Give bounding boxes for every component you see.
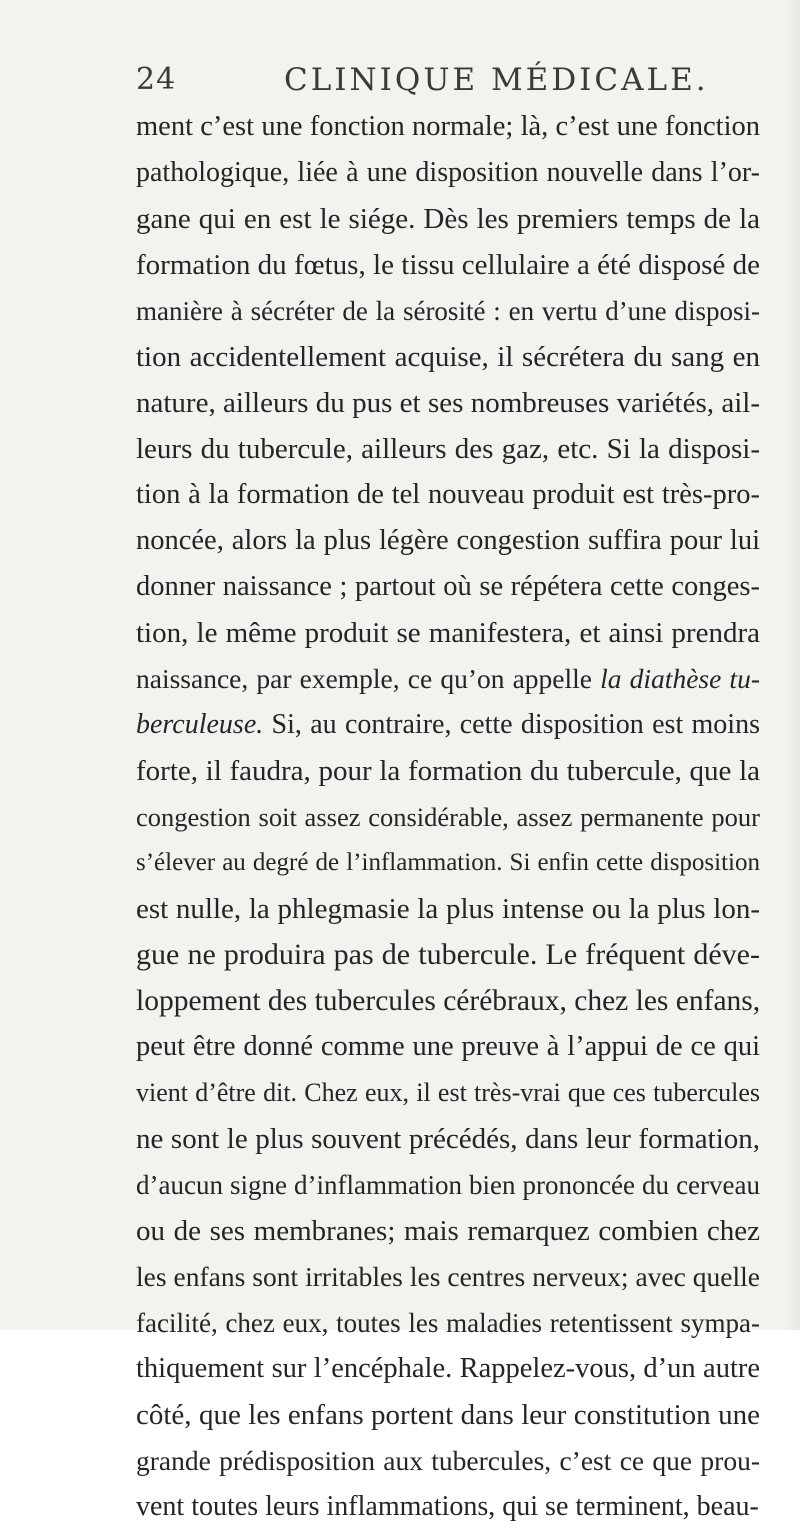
body-text (136, 104, 760, 1530)
text-line: thiquement sur l’encéphale. Rappelez-vous, d’un autre (136, 1353, 760, 1384)
text-line: donner naissance ; partout où se répétera cette conges- (136, 571, 760, 602)
text-line (136, 702, 760, 748)
text-line: forte, il faudra, pour la formation du tubercule, que la (136, 755, 760, 787)
italic-term: berculeuse. (136, 709, 264, 740)
text-line: ment c’est une fonction normale; là, c’est une fonction (136, 111, 760, 142)
text-line: peut être donné comme une preuve à l’appui de ce qui (136, 1031, 760, 1062)
text-line: nature, ailleurs du pus et ses nombreuses variétés, ail- (136, 387, 760, 419)
text-line: gue ne produira pas de tubercule. Le fréquent déve- (136, 938, 760, 971)
text-line: les enfans sont irritables les centres nerveux; avec quelle (136, 1261, 760, 1292)
text-line: facilité, chez eux, toutes les maladies retentissent sympa- (136, 1308, 760, 1338)
running-title: CLINIQUE MÉDICALE. (284, 62, 709, 98)
running-head (136, 62, 756, 106)
text-line: ou de ses membranes; mais remarquez combien chez (136, 1215, 760, 1247)
text-line: s’élever au degré de l’inflammation. Si enfin cette disposition (136, 849, 760, 876)
text-line: côté, que les enfans portent dans leur constitution une (136, 1399, 760, 1431)
text-line: est nulle, la phlegmasie la plus intense ou la plus lon- (136, 893, 760, 925)
text-line: formation du fœtus, le tissu cellulaire a été disposé de (136, 249, 760, 281)
text-line: vient d’être dit. Chez eux, il est très-vrai que ces tubercules (136, 1078, 760, 1107)
text-line: congestion soit assez considérable, assez permanente pour (136, 802, 760, 832)
page-number: 24 (136, 62, 177, 97)
text-line: d’aucun signe d’inflammation bien prononcée du cerveau (136, 1170, 760, 1200)
text-line: manière à sécréter de la sérosité : en vertu d’une disposi- (136, 296, 760, 326)
text-line (136, 656, 760, 702)
text-line: vent toutes leurs inflammations, qui se terminent, beau- (136, 1491, 759, 1522)
text-segment: Si, au contraire, cette disposition est moins (263, 709, 760, 740)
text-line: leurs du tubercule, ailleurs des gaz, etc. Si la disposi- (136, 433, 760, 465)
text-line: ne sont le plus souvent précédés, dans leur formation, (136, 1123, 760, 1155)
text-line: gane qui en est le siége. Dès les premiers temps de la (136, 203, 760, 235)
text-line: tion, le même produit se manifestera, et ainsi prendra (136, 617, 760, 649)
text-line: pathologique, liée à une disposition nouvelle dans l’or- (136, 157, 760, 188)
text-line: loppement des tubercules cérébraux, chez les enfans, (136, 985, 760, 1017)
text-line: grande prédisposition aux tubercules, c’est ce que prou- (136, 1445, 760, 1476)
text-segment: naissance, par exemple, ce qu’on appelle (136, 663, 601, 694)
text-line: tion accidentellement acquise, il sécrétera du sang en (136, 341, 760, 373)
italic-term: la diathèse tu- (600, 663, 760, 694)
text-line: tion à la formation de tel nouveau produit est très-pro- (136, 479, 760, 510)
page-edge (786, 0, 800, 1330)
text-line: noncée, alors la plus légère congestion suffira pour lui (136, 525, 760, 556)
